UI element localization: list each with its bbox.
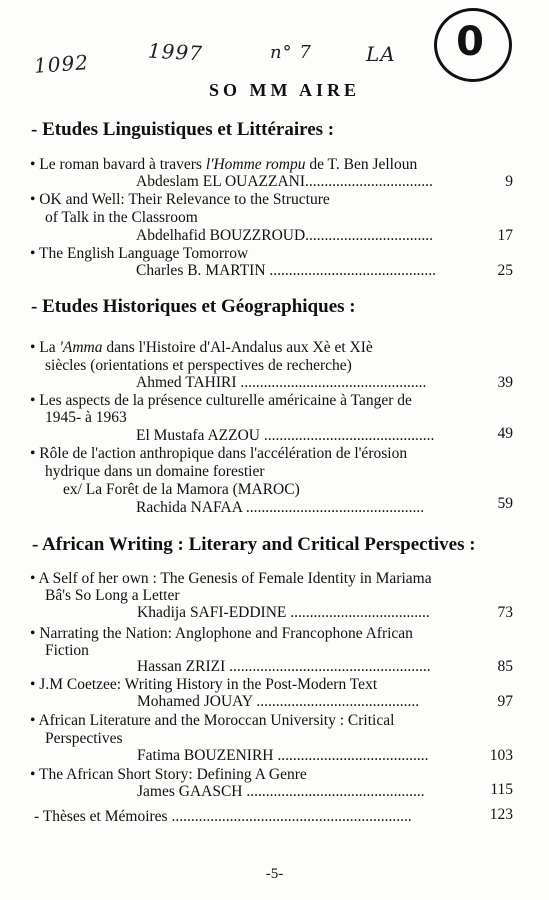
page-title: SO MM AIRE <box>208 80 360 100</box>
toc-entry-title: • African Literature and the Moroccan University : Critical <box>30 712 395 729</box>
toc-entry-title: • The African Short Story: Defining A Genre <box>30 766 307 783</box>
toc-entry-page: 73 <box>497 604 513 621</box>
toc-entry-title: • Le roman bavard à travers l'Homme rompu de T. Ben Jelloun <box>30 156 418 173</box>
page-number: -5- <box>265 866 284 882</box>
toc-entry-page: 49 <box>497 425 513 442</box>
handwritten-year: 1997 <box>147 38 204 66</box>
handwritten-issue: n° 7 <box>270 42 312 63</box>
toc-entry-title-continued: 1945- à 1963 <box>45 409 127 426</box>
toc-entry-title-continued: Perspectives <box>45 730 123 747</box>
toc-entry-author: Abdelhafid BOUZZROUD................................. <box>136 227 434 244</box>
toc-entry-title: • Rôle de l'action anthropique dans l'accélération de l'érosion <box>30 445 408 462</box>
handwritten-code: LA <box>366 42 396 66</box>
handwritten-reference: 1092 <box>33 50 90 78</box>
toc-entry-author: James GAASCH .............................................. <box>137 783 425 800</box>
toc-entry-author: Hassan ZRIZI .................................................... <box>137 658 431 675</box>
toc-entry-page: 59 <box>497 495 513 512</box>
toc-entry-page: 9 <box>505 173 513 190</box>
toc-entry-author: Ahmed TAHIRI ................................................ <box>136 374 427 391</box>
toc-entry-title: • A Self of her own : The Genesis of Female Identity in Mariama <box>30 570 432 587</box>
toc-entry-page: 97 <box>497 693 513 710</box>
toc-entry-author: El Mustafa AZZOU ............................................ <box>136 427 435 444</box>
toc-entry-title: • Narrating the Nation: Anglophone and Francophone African <box>30 625 413 642</box>
toc-entry-page: 17 <box>497 227 513 244</box>
toc-entry-page: 123 <box>489 806 513 823</box>
toc-entry-title: • La 'Amma dans l'Histoire d'Al-Andalus aux Xè et XIè <box>30 339 373 356</box>
toc-entry-title-continued: ex/ La Forêt de la Mamora (MAROC) <box>63 481 300 498</box>
toc-entry-author: Abdeslam EL OUAZZANI................................. <box>136 173 433 190</box>
toc-entry-theses: - Thèses et Mémoires .............................................................. <box>34 808 412 825</box>
toc-entry-title: • Les aspects de la présence culturelle américaine à Tanger de <box>30 392 412 409</box>
section-heading-african-writing: - African Writing : Literary and Critical Perspectives : <box>32 534 476 555</box>
toc-entry-title: • OK and Well: Their Relevance to the Structure <box>30 191 330 208</box>
toc-entry-title-continued: of Talk in the Classroom <box>45 209 198 226</box>
toc-entry-title: • J.M Coetzee: Writing History in the Post-Modern Text <box>30 676 378 693</box>
section-heading-linguistics: - Etudes Linguistiques et Littéraires : <box>31 119 335 140</box>
toc-entry-author: Charles B. MARTIN ........................................... <box>136 262 437 279</box>
toc-entry-title-continued: Bâ's So Long a Letter <box>45 587 180 604</box>
toc-entry-page: 103 <box>489 747 513 764</box>
toc-entry-author: Khadija SAFI-EDDINE .................................... <box>137 604 430 621</box>
toc-entry-page: 85 <box>497 658 513 675</box>
toc-entry-title-continued: siècles (orientations et perspectives de recherche) <box>45 357 352 374</box>
toc-entry-title-continued: Fiction <box>45 642 89 659</box>
toc-entry-title: • The English Language Tomorrow <box>30 245 249 262</box>
toc-entry-page: 115 <box>490 781 513 798</box>
section-heading-history-geography: - Etudes Historiques et Géographiques : <box>31 296 356 317</box>
toc-entry-title-continued: hydrique dans un domaine forestier <box>45 463 265 480</box>
toc-entry-author: Rachida NAFAA .............................................. <box>136 499 425 516</box>
toc-entry-author: Mohamed JOUAY .......................................... <box>137 693 420 710</box>
handwritten-circled-mark: 0 <box>456 19 484 65</box>
toc-entry-author: Fatima BOUZENIRH ....................................... <box>137 747 429 764</box>
toc-entry-page: 39 <box>497 374 513 391</box>
toc-entry-page: 25 <box>497 262 513 279</box>
